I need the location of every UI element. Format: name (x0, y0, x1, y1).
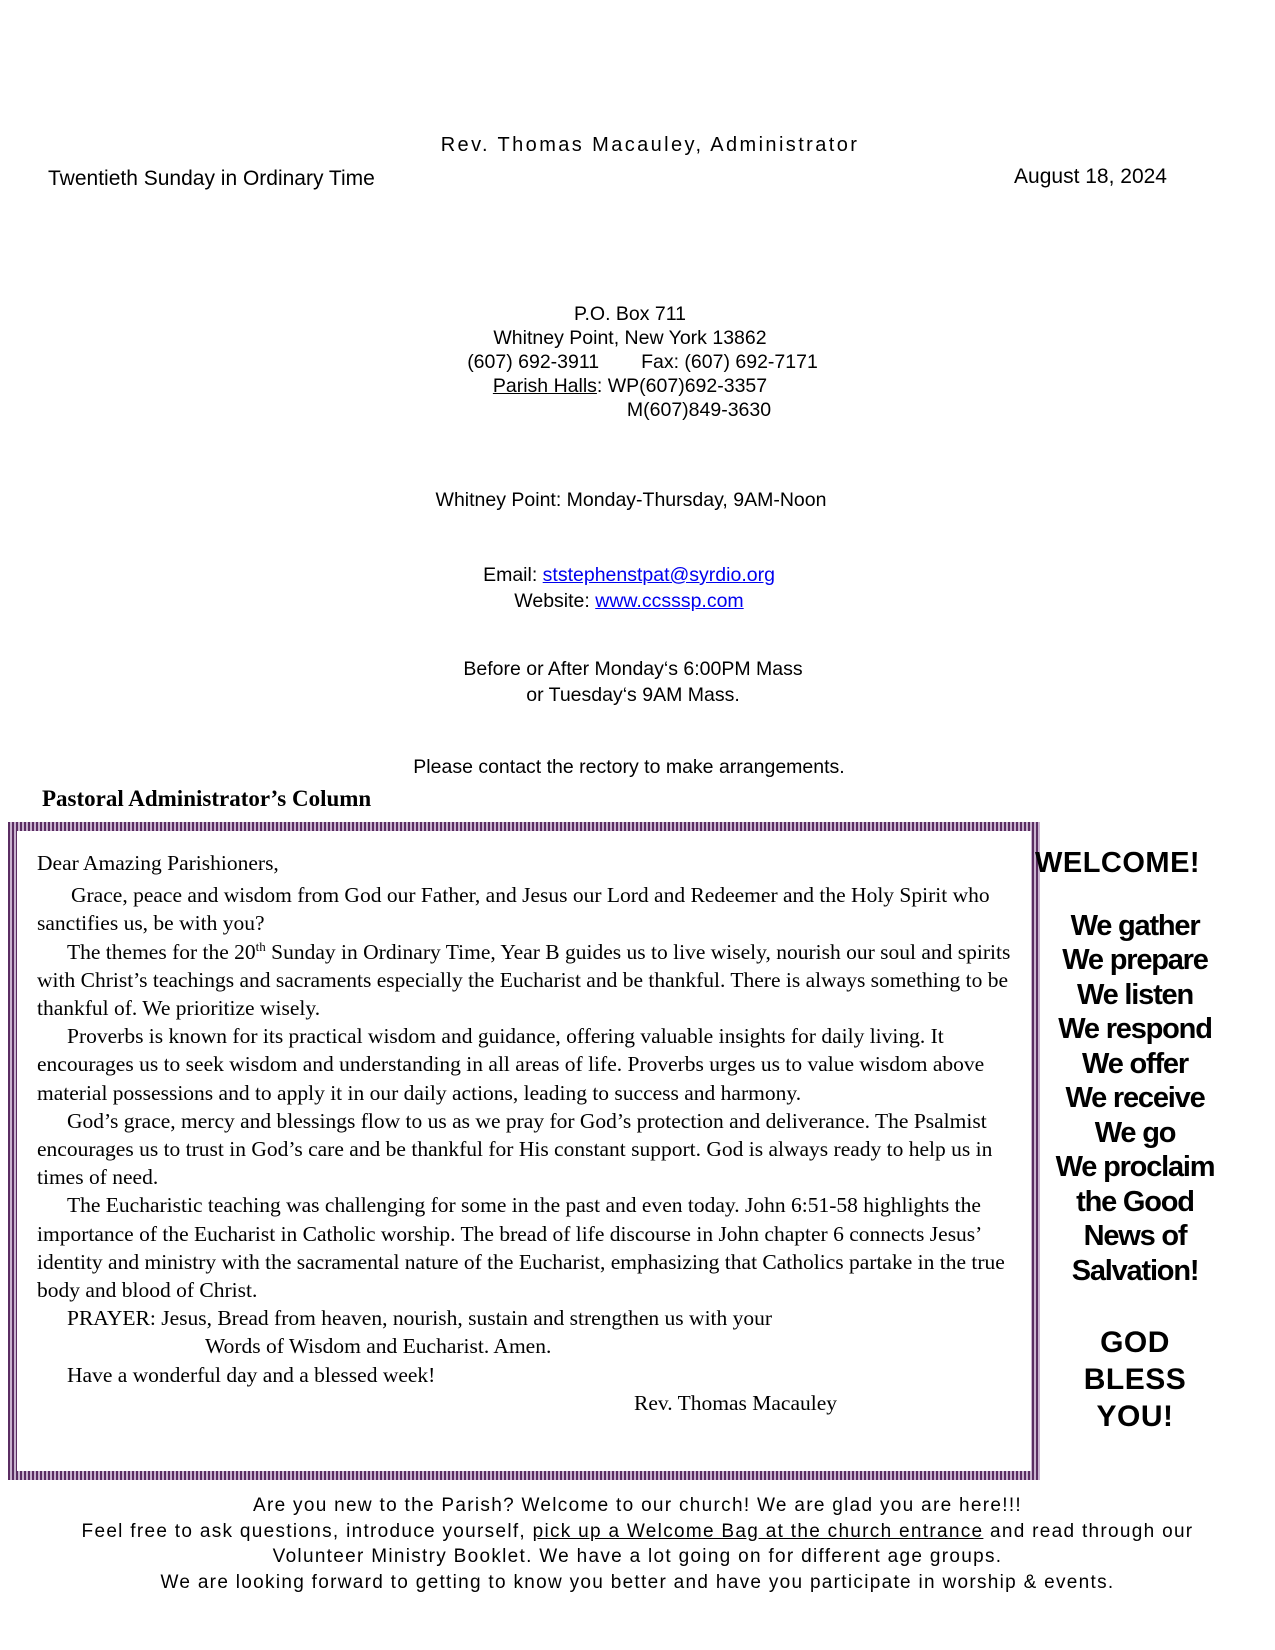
sidebar-line: News of (1083, 1220, 1187, 1252)
welcome-heading: WELCOME! (1035, 847, 1201, 879)
text: Sunday in Ordinary Time, Year B guides us to live wisely, nourish our soul and spirits with Christ’s teachings and sacraments especially the Eucharist and be thankful. There is always something to be thankful of. We prioritize wisely. (37, 939, 1011, 1021)
paragraph: Proverbs is known for its practical wisdom and guidance, offering valuable insights for daily living. It encourages us to seek wisdom and understanding in all areas of life. Proverbs urges us to value wisdom above material possessions and to apply it in our daily actions, leading to success and harmony. (37, 1024, 985, 1105)
footer-line: Are you new to the Parish? Welcome to our church! We are glad you are here!!! (253, 1495, 1022, 1516)
superscript: th (255, 938, 266, 954)
welcome-footer (0, 1493, 1275, 1595)
text: and read through our (983, 1520, 1194, 1542)
parish-halls-m: M(607)849-3630 (626, 399, 772, 421)
paragraph: God’s grace, mercy and blessings flow to us as we pray for God’s protection and deliverance. The Psalmist encourages us to trust in God’s care and be thankful for His constant support. God is always ready to help us in times of need. (37, 1108, 993, 1190)
parish-halls-label: Parish Halls (492, 375, 597, 397)
sidebar-line: Salvation! (1071, 1254, 1199, 1287)
administrator-line: Rev. Thomas Macauley, Administrator (440, 134, 860, 156)
welcome-bag-note: pick up a Welcome Bag at the church entrance (532, 1520, 984, 1542)
text: Feel free to ask questions, introduce yourself, (81, 1520, 533, 1542)
arrangements-note: Please contact the rectory to make arrangements. (413, 756, 845, 778)
sidebar-line: We prepare (1062, 944, 1208, 976)
sidebar-line: We gather (1070, 909, 1200, 942)
bulletin-date: August 18, 2024 (1014, 165, 1167, 188)
sidebar-line: the Good (1076, 1185, 1194, 1218)
website-label: Website: (514, 590, 596, 612)
website-link[interactable]: www.ccsssp.com (595, 590, 744, 612)
sidebar-line: We go (1094, 1116, 1176, 1149)
sidebar-line: We proclaim (1055, 1151, 1215, 1183)
paragraph (37, 938, 1017, 1023)
welcome-sidebar (1035, 846, 1235, 1435)
email-label: Email: (483, 564, 543, 586)
footer-line: We are looking forward to getting to know you better and have you participate in worship & events. (160, 1571, 1115, 1593)
column-title: Pastoral Administrator’s Column (42, 786, 372, 811)
sidebar-line: We offer (1082, 1047, 1188, 1080)
signature: Rev. Thomas Macauley (634, 1390, 838, 1415)
email-web-block (0, 563, 1258, 613)
prayer-line-2: Words of Wisdom and Eucharist. Amen. (205, 1334, 552, 1359)
paragraph: The Eucharistic teaching was challenging for some in the past and even today. John 6:51-58 highlights the importance of the Eucharist in Catholic worship. The bread of life discourse in John chapter 6 connects Jesus’ identity and ministry with the sacramental nature of the Eucharist, emphasizing that Catholics partake in the true body and blood of Christ. (37, 1193, 1005, 1303)
sidebar-line: We respond (1058, 1013, 1212, 1045)
address-block (0, 302, 1260, 422)
blessing-line: GOD (1100, 1326, 1170, 1359)
greeting: Dear Amazing Parishioners, (37, 851, 279, 875)
footer-line: Volunteer Ministry Booklet. We have a lot going on for different age groups. (272, 1546, 1003, 1567)
blessing-line: YOU! (1096, 1400, 1174, 1433)
sidebar-line: We listen (1077, 978, 1193, 1011)
parish-halls-wp: : WP(607)692-3357 (596, 375, 768, 397)
po-box: P.O. Box 711 (573, 303, 687, 325)
liturgical-day: Twentieth Sunday in Ordinary Time (48, 167, 375, 190)
prayer-line-1: PRAYER: Jesus, Bread from heaven, nourish, sustain and strengthen us with your (67, 1306, 773, 1331)
confession-line-2: or Tuesday‘s 9AM Mass. (526, 684, 740, 706)
text: The themes for the 20 (67, 939, 256, 964)
sidebar-line: We receive (1065, 1082, 1205, 1114)
parish-halls (0, 374, 1260, 398)
fax: Fax: (607) 692-7171 (641, 351, 818, 373)
confession-line-1: Before or After Monday‘s 6:00PM Mass (463, 658, 803, 680)
column-body (37, 849, 1017, 1417)
city: Whitney Point, New York 13862 (493, 327, 767, 349)
phone-fax (0, 350, 1260, 374)
blessing-line: BLESS (1083, 1363, 1187, 1396)
confession-block (0, 656, 1266, 708)
phone: (607) 692-3911 (467, 351, 600, 373)
email-link[interactable]: ststephenstpat@syrdio.org (542, 564, 775, 586)
paragraph: Grace, peace and wisdom from God our Father, and Jesus our Lord and Redeemer and the Holy Spirit who sanctifies us, be with you? (37, 883, 990, 936)
footer-line (0, 1519, 1275, 1545)
office-hours: Whitney Point: Monday-Thursday, 9AM-Noon (435, 489, 827, 511)
closing: Have a wonderful day and a blessed week! (67, 1362, 436, 1387)
